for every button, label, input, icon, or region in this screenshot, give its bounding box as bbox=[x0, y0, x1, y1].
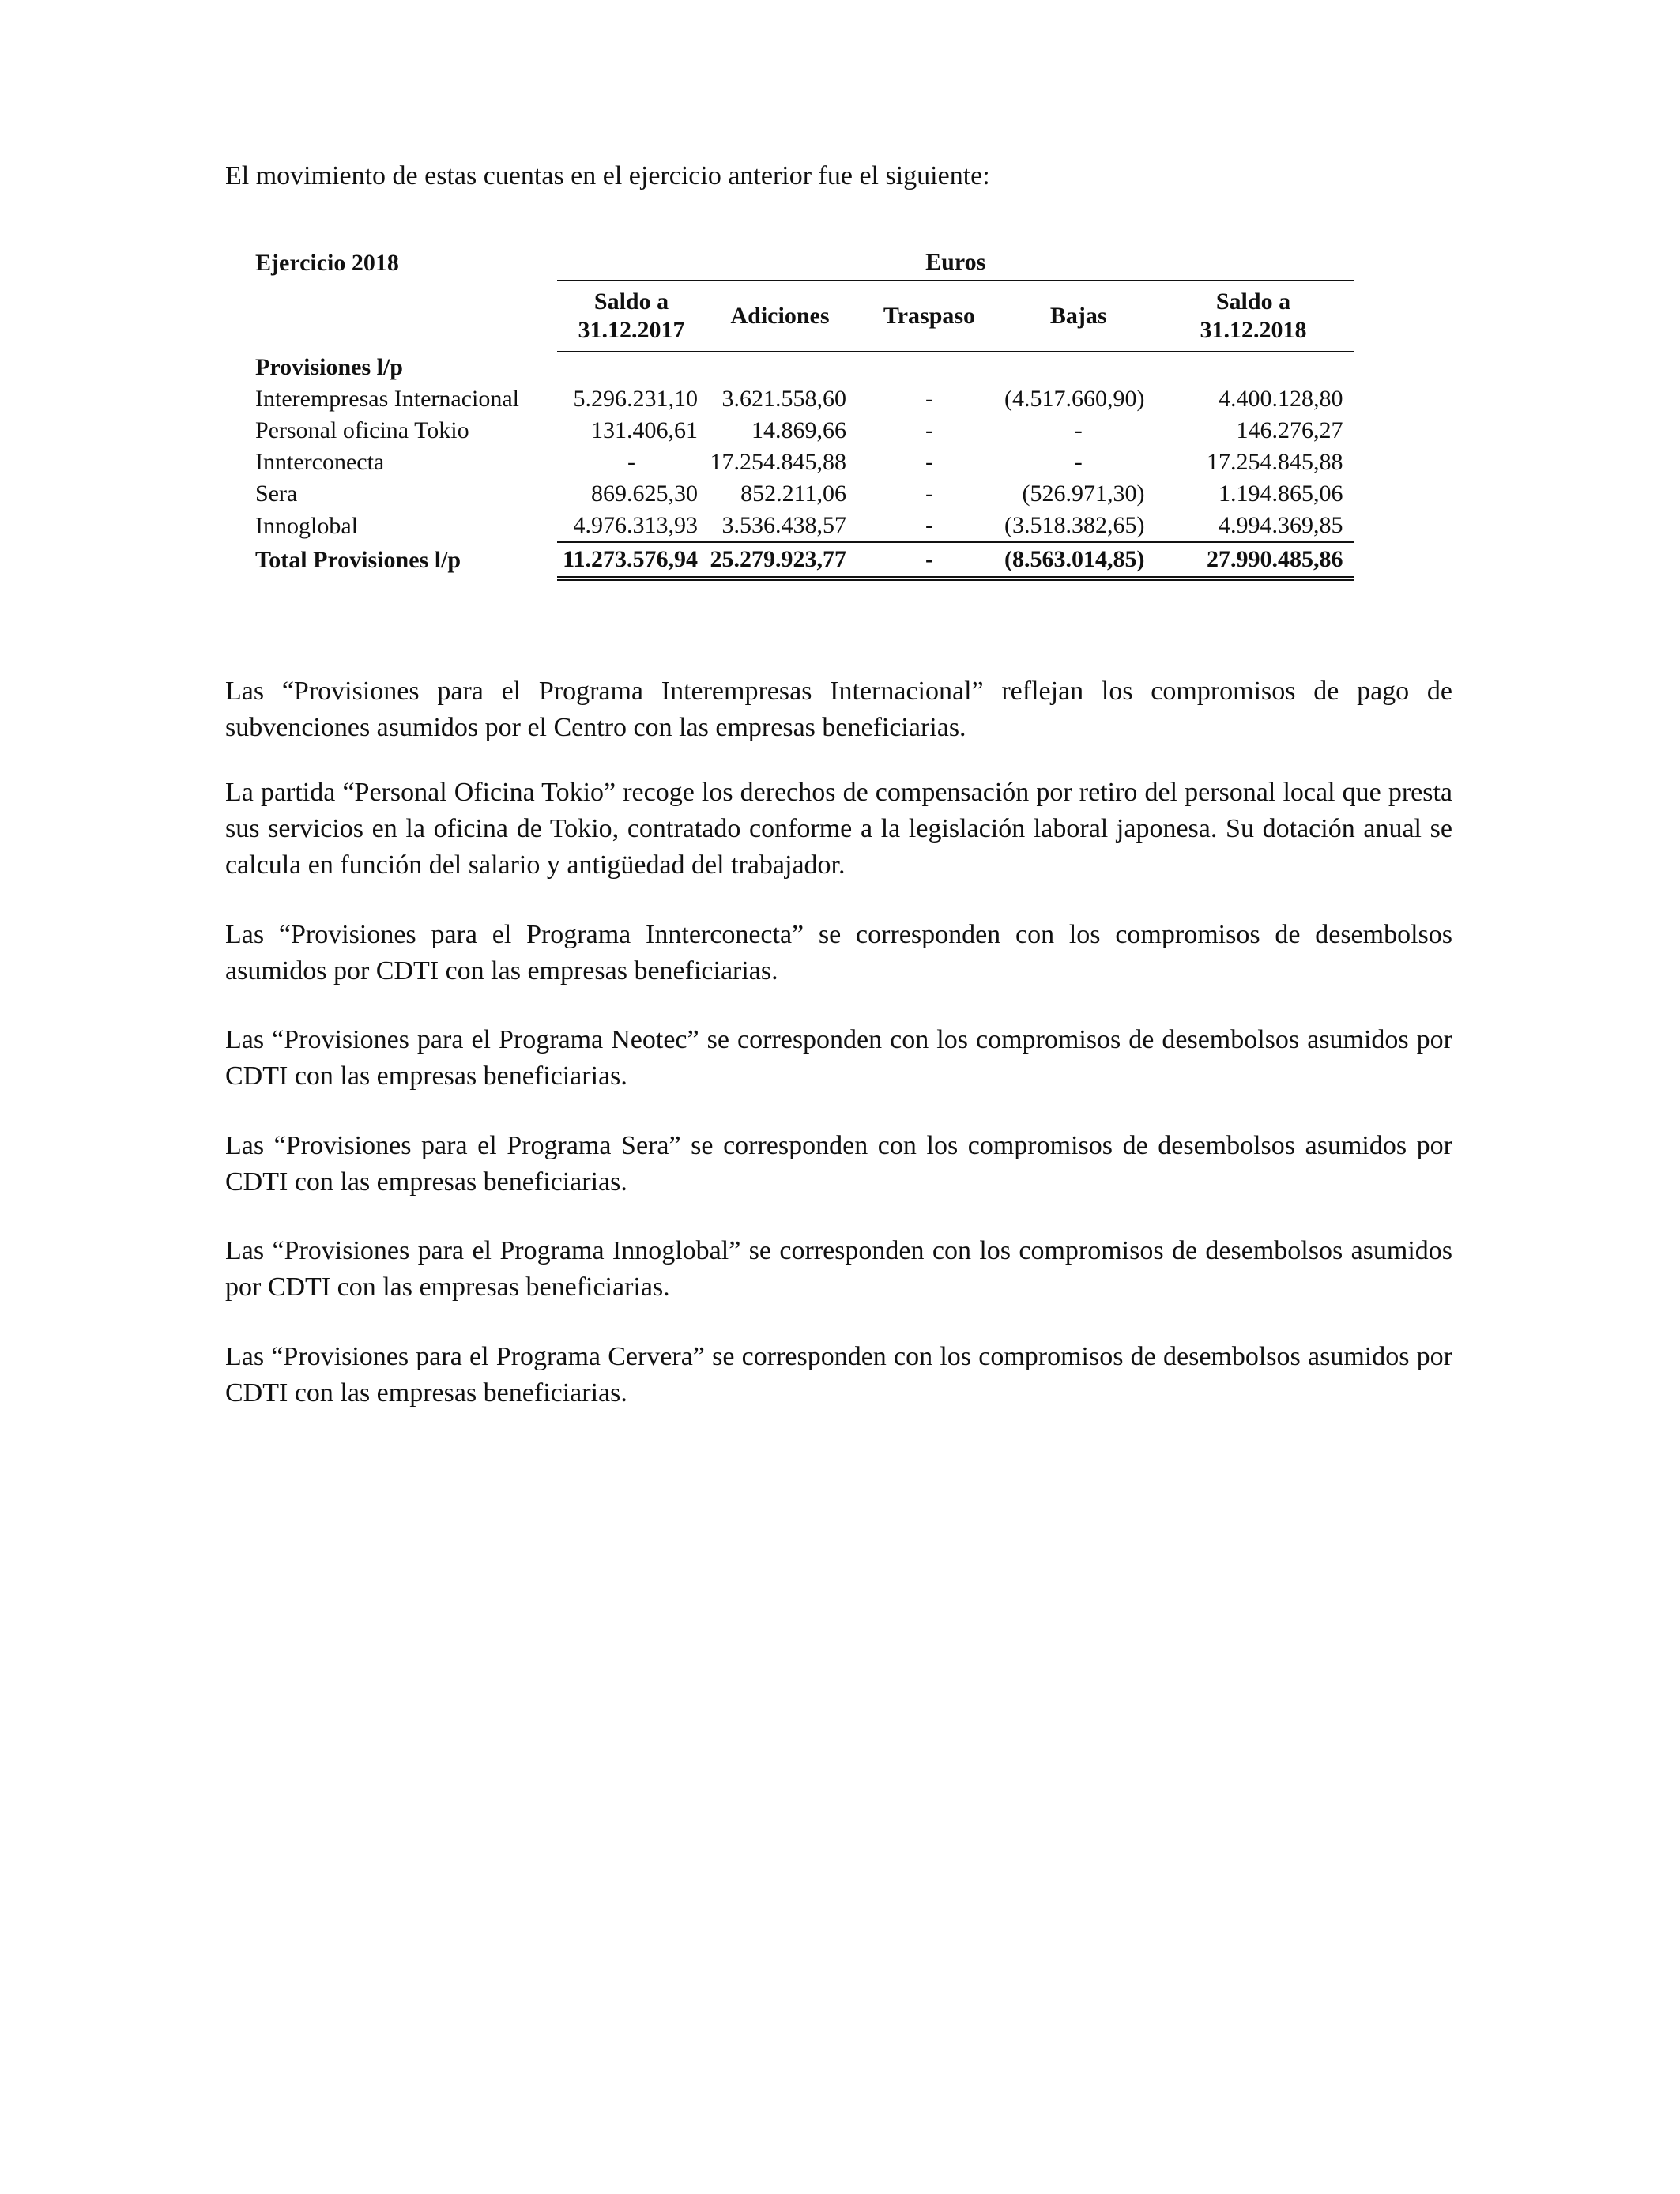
header-closing: Saldo a 31.12.2018 bbox=[1152, 281, 1354, 352]
disposals-cell: (3.518.382,65) bbox=[1004, 510, 1152, 542]
additions-cell: 3.621.558,60 bbox=[721, 386, 846, 412]
table-row bbox=[255, 447, 1354, 478]
paragraph-sera: Las “Provisiones para el Programa Sera” se corresponden con los compromisos de desembolsos asumidos por CDTI con las empresas beneficiarias. bbox=[225, 1131, 1452, 1197]
transfer-cell: - bbox=[925, 481, 933, 507]
closing-cell: 17.254.845,88 bbox=[1206, 449, 1343, 475]
section-row bbox=[255, 352, 1354, 383]
total-opening: 11.273.576,94 bbox=[557, 542, 706, 579]
intro-text: El movimiento de estas cuentas en el ejercicio anterior fue el siguiente: bbox=[225, 161, 990, 190]
header-disposals: Bajas bbox=[1004, 281, 1152, 352]
table-row bbox=[255, 478, 1354, 510]
total-closing: 27.990.485,86 bbox=[1152, 542, 1354, 579]
additions-cell: 3.536.438,57 bbox=[706, 510, 854, 542]
paragraph-neotec: Las “Provisiones para el Programa Neotec” se corresponden con los compromisos de desembolsos asumidos por CDTI con las empresas beneficiarias. bbox=[225, 1025, 1453, 1091]
table-row bbox=[255, 415, 1354, 447]
row-label: Interempresas Internacional bbox=[255, 386, 519, 412]
header-transfer: Traspaso bbox=[854, 281, 1004, 352]
header-opening: Saldo a 31.12.2017 bbox=[557, 281, 706, 352]
closing-cell: 4.994.369,85 bbox=[1152, 510, 1354, 542]
table-row bbox=[255, 383, 1354, 415]
opening-cell: 131.406,61 bbox=[591, 417, 698, 443]
additions-cell: 852.211,06 bbox=[740, 481, 846, 507]
transfer-cell: - bbox=[854, 510, 1004, 542]
row-label: Sera bbox=[255, 481, 298, 507]
paragraph-interempresas: Las “Provisiones para el Programa Interempresas Internacional” reflejan los compromisos de pago de subvenciones asumidos por el Centro con las empresas beneficiarias. bbox=[225, 677, 1452, 742]
disposals-cell: - bbox=[1074, 449, 1083, 475]
header-additions: Adiciones bbox=[706, 281, 854, 352]
paragraph-innoglobal: Las “Provisiones para el Programa Innoglobal” se corresponden con los compromisos de desembolsos asumidos por CDTI con las empresas beneficiarias. bbox=[225, 1236, 1453, 1302]
row-label: Innterconecta bbox=[255, 449, 385, 475]
disposals-cell: (526.971,30) bbox=[1022, 481, 1145, 507]
additions-cell: 17.254.845,88 bbox=[710, 449, 846, 475]
additions-cell: 14.869,66 bbox=[751, 417, 846, 443]
total-label: Total Provisiones l/p bbox=[255, 547, 461, 573]
closing-cell: 4.400.128,80 bbox=[1218, 386, 1343, 412]
opening-cell: 4.976.313,93 bbox=[557, 510, 706, 542]
closing-cell: 1.194.865,06 bbox=[1218, 481, 1343, 507]
disposals-cell: - bbox=[1074, 417, 1083, 443]
transfer-cell: - bbox=[925, 417, 933, 443]
opening-cell: 869.625,30 bbox=[591, 481, 698, 507]
table-title-row bbox=[255, 245, 1354, 281]
paragraph-tokio: La partida “Personal Oficina Tokio” recoge los derechos de compensación por retiro del personal local que presta sus servicios en la oficina de Tokio, contratado conforme a la legislación laboral japonesa. Su dotación anual se calcula en función del salario y antigüedad del trabajador. bbox=[225, 778, 1453, 880]
row-label: Personal oficina Tokio bbox=[255, 417, 469, 443]
column-header-row bbox=[255, 281, 1354, 352]
transfer-cell: - bbox=[925, 386, 933, 412]
closing-cell: 146.276,27 bbox=[1236, 417, 1343, 443]
row-label: Innoglobal bbox=[255, 512, 358, 539]
total-row bbox=[255, 542, 1354, 579]
section-label: Provisiones l/p bbox=[255, 354, 403, 380]
opening-cell: 5.296.231,10 bbox=[573, 386, 698, 412]
paragraph-innterconecta: Las “Provisiones para el Programa Innterconecta” se corresponden con los compromisos de desembolsos asumidos por CDTI con las empresas beneficiarias. bbox=[225, 920, 1452, 986]
disposals-cell: (4.517.660,90) bbox=[1004, 386, 1145, 412]
total-transfer: - bbox=[854, 542, 1004, 579]
transfer-cell: - bbox=[925, 449, 933, 475]
paragraph-cervera: Las “Provisiones para el Programa Cervera” se corresponden con los compromisos de desembolsos asumidos por CDTI con las empresas beneficiarias. bbox=[225, 1342, 1452, 1408]
provisions-table bbox=[255, 245, 1354, 581]
table-row bbox=[255, 510, 1354, 542]
year-label: Ejercicio 2018 bbox=[255, 249, 399, 276]
opening-cell: - bbox=[627, 449, 635, 475]
total-disposals: (8.563.014,85) bbox=[1004, 542, 1152, 579]
currency-label: Euros bbox=[557, 245, 1354, 281]
total-additions: 25.279.923,77 bbox=[706, 542, 854, 579]
